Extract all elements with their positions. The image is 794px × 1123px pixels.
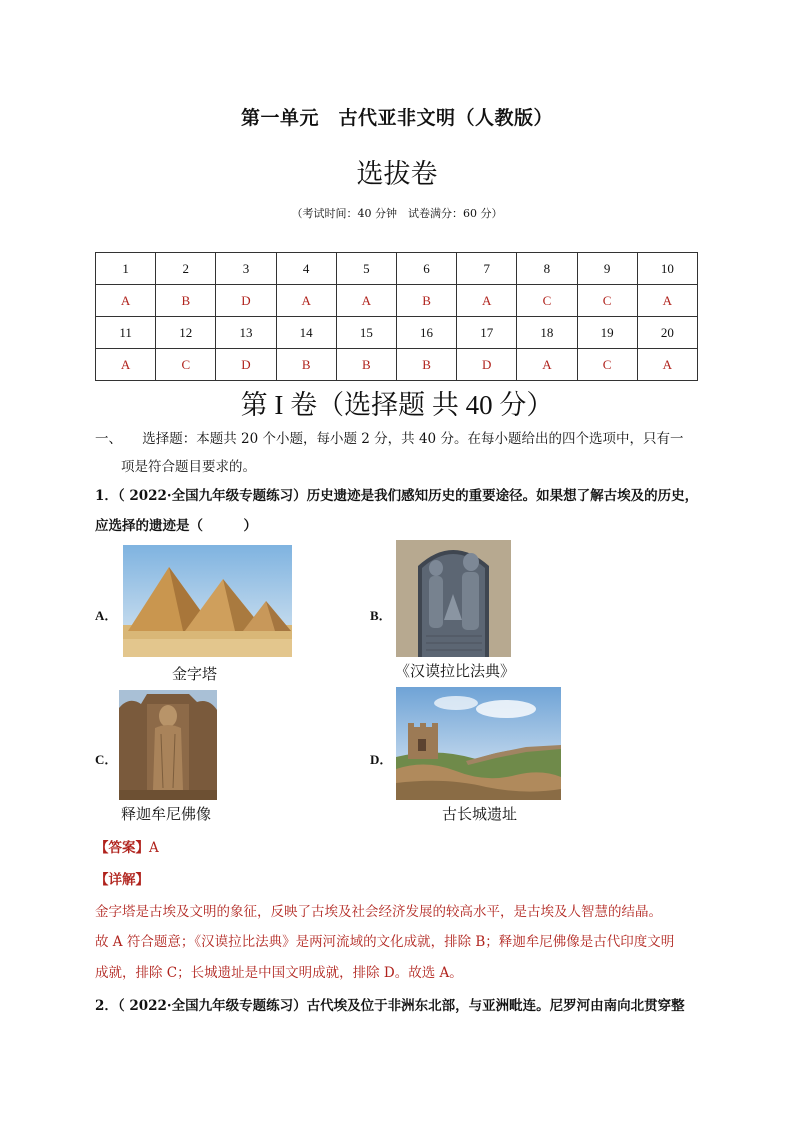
detail-line: 成就，排除 C；长城遗址是中国文明成就，排除 D。故选 A。 (95, 965, 463, 981)
answer-cell: D (216, 285, 276, 317)
question-number-cell: 2 (156, 253, 216, 285)
option-d-caption: 古长城遗址 (442, 805, 518, 823)
table-row (96, 285, 698, 317)
buddha-statue-image (119, 690, 217, 800)
answer-value: A (149, 840, 159, 856)
answer-cell: A (457, 285, 517, 317)
answer-cell: B (156, 285, 216, 317)
great-wall-image (396, 687, 561, 800)
answer-key-table (95, 252, 698, 381)
table-row (96, 253, 698, 285)
detail-line: 金字塔是古埃及文明的象征，反映了古埃及社会经济发展的较高水平，是古埃及人智慧的结晶。 (95, 904, 662, 920)
hammurabi-stele-image (396, 540, 511, 657)
question-number-cell: 17 (457, 317, 517, 349)
question-number-cell: 15 (336, 317, 396, 349)
answer-cell: D (216, 349, 276, 381)
answer-cell: A (96, 349, 156, 381)
instruction-line: 项是符合题目要求的。 (121, 459, 256, 475)
question-number-cell: 10 (637, 253, 697, 285)
question-1-stem-cont: 应选择的遗迹是（ ） (95, 518, 257, 534)
question-number-cell: 11 (96, 317, 156, 349)
option-b-letter: B． (370, 608, 392, 623)
question-number-cell: 16 (396, 317, 456, 349)
question-number-cell: 20 (637, 317, 697, 349)
question-number-cell: 9 (577, 253, 637, 285)
answer-cell: A (96, 285, 156, 317)
detail-label: 【详解】 (95, 872, 149, 888)
answer-cell: B (396, 349, 456, 381)
question-number-cell: 1 (96, 253, 156, 285)
pyramids-image (123, 545, 292, 657)
instruction-line: 一、 选择题：本题共 20 个小题，每小题 2 分，共 40 分。在每小题给出的四个选项中，只有一 (95, 431, 684, 447)
question-number-cell: 7 (457, 253, 517, 285)
question-1-stem: 1．（ 2022·全国九年级专题练习）历史遗迹是我们感知历史的重要途径。如果想了解古埃及的历史， (95, 488, 699, 504)
section-title: 第 I 卷（选择题 共 40 分） (240, 390, 554, 420)
answer-cell: B (396, 285, 456, 317)
question-2-stem: 2．（ 2022·全国九年级专题练习）古代埃及位于非洲东北部，与亚洲毗连。尼罗河由南向北贯穿整 (95, 998, 685, 1014)
question-number-cell: 4 (276, 253, 336, 285)
detail-line: 故 A 符合题意；《汉谟拉比法典》是两河流域的文化成就，排除 B；释迦牟尼佛像是古代印度文明 (95, 934, 675, 950)
option-a-letter: A． (95, 608, 118, 623)
answer-label: 【答案】 (95, 840, 149, 856)
question-number-cell: 5 (336, 253, 396, 285)
table-row (96, 349, 698, 381)
answer-cell: C (577, 349, 637, 381)
question-number-cell: 18 (517, 317, 577, 349)
answer-cell: C (156, 349, 216, 381)
answer-cell: A (637, 349, 697, 381)
option-d-letter: D． (370, 752, 393, 767)
answer-cell: B (336, 349, 396, 381)
question-number-cell: 8 (517, 253, 577, 285)
answer-cell: A (637, 285, 697, 317)
question-number-cell: 19 (577, 317, 637, 349)
answer-cell: B (276, 349, 336, 381)
answer-cell: C (517, 285, 577, 317)
answer-line (95, 836, 159, 856)
question-number-cell: 12 (156, 317, 216, 349)
answer-cell: D (457, 349, 517, 381)
answer-cell: C (577, 285, 637, 317)
document-title: 第一单元 古代亚非文明（人教版） (240, 107, 553, 129)
question-number-cell: 3 (216, 253, 276, 285)
document-subtitle: 选拔卷 (356, 159, 438, 190)
option-c-caption: 释迦牟尼佛像 (121, 805, 212, 823)
question-number-cell: 6 (396, 253, 456, 285)
answer-cell: A (336, 285, 396, 317)
answer-cell: A (276, 285, 336, 317)
option-a-caption: 金字塔 (172, 665, 218, 683)
answer-cell: A (517, 349, 577, 381)
exam-info: （考试时间：40 分钟 试卷满分：60 分） (291, 207, 503, 220)
question-number-cell: 13 (216, 317, 276, 349)
table-row (96, 317, 698, 349)
question-number-cell: 14 (276, 317, 336, 349)
option-c-letter: C． (95, 752, 118, 767)
option-b-caption: 《汉谟拉比法典》 (395, 662, 516, 680)
